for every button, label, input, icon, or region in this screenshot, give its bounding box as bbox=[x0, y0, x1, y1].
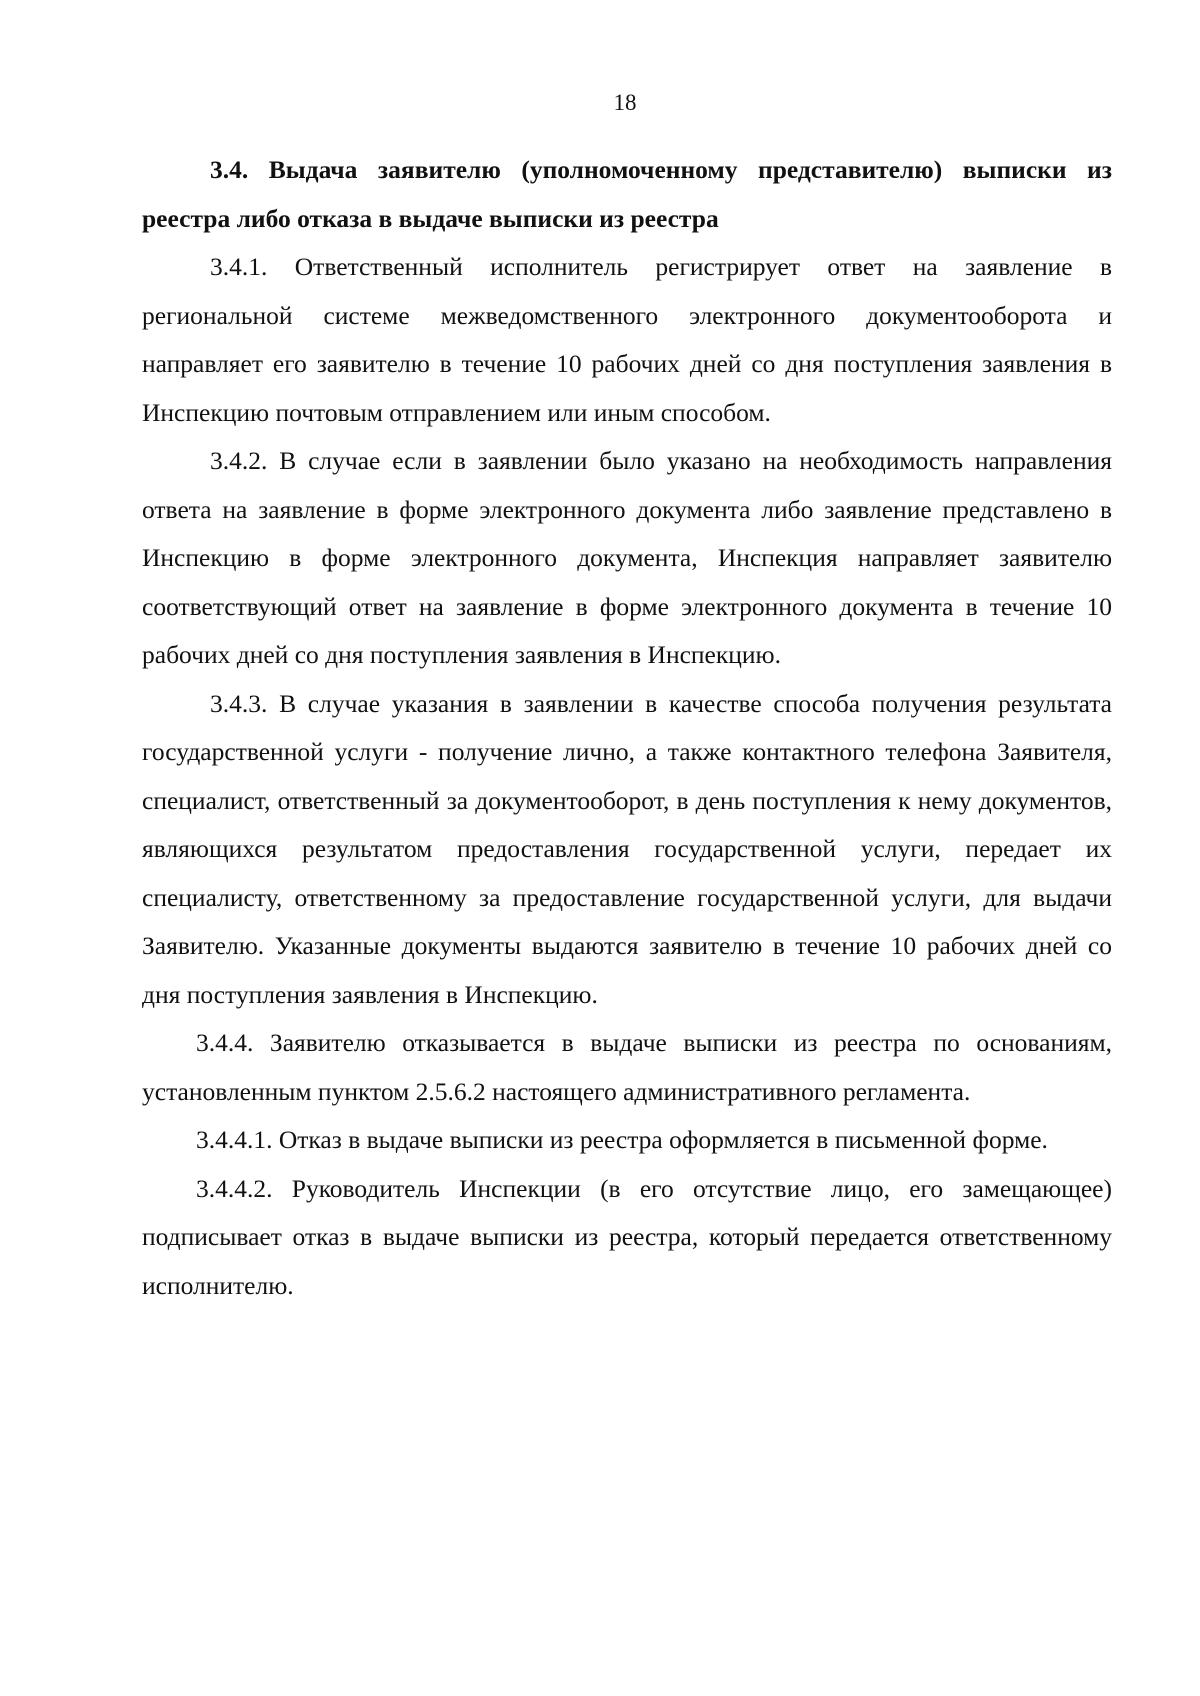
document-body bbox=[142, 146, 1112, 1310]
paragraph-3-4-4-2: 3.4.4.2. Руководитель Инспекции (в его отсутствие лицо, его замещающее) подписывает отказ в выдаче выписки из реестра, который передается ответственному исполнителю. bbox=[142, 1173, 1112, 1300]
paragraph-3-4-4-1: 3.4.4.1. Отказ в выдаче выписки из реестра оформляется в письменной форме. bbox=[196, 1125, 1048, 1154]
paragraph-3-4-4: 3.4.4. Заявителю отказывается в выдаче выписки из реестра по основаниям, установленным пунктом 2.5.6.2 настоящего административного регламента. bbox=[142, 1028, 1112, 1106]
paragraph-3-4-1: 3.4.1. Ответственный исполнитель регистрирует ответ на заявление в региональной системе межведомственного электронного документооборота и направляет его заявителю в течение 10 рабочих дней со дня поступления заявления в Инспекцию почтовым отправлением или иным способом. bbox=[142, 252, 1112, 427]
paragraph-3-4-3: 3.4.3. В случае указания в заявлении в качестве способа получения результата государственной услуги - получение лично, а также контактного телефона Заявителя, специалист, ответственный за документооборот, в день поступления к нему документов, являющихся результатом предоставления государственной услуги, передает их специалисту, ответственному за предоставление государственной услуги, для выдачи Заявителю. Указанные документы выдаются заявителю в течение 10 рабочих дней со дня поступления заявления в Инспекцию. bbox=[142, 688, 1112, 1009]
page-number: 18 bbox=[613, 90, 637, 115]
section-heading: 3.4. Выдача заявителю (уполномоченному представителю) выписки из реестра либо отказа в выдаче выписки из реестра bbox=[142, 155, 1112, 233]
paragraph-3-4-2: 3.4.2. В случае если в заявлении было указано на необходимость направления ответа на заявление в форме электронного документа либо заявление представлено в Инспекцию в форме электронного документа, Инспекция направляет заявителю соответствующий ответ на заявление в форме электронного документа в течение 10 рабочих дней со дня поступления заявления в Инспекцию. bbox=[142, 446, 1112, 669]
